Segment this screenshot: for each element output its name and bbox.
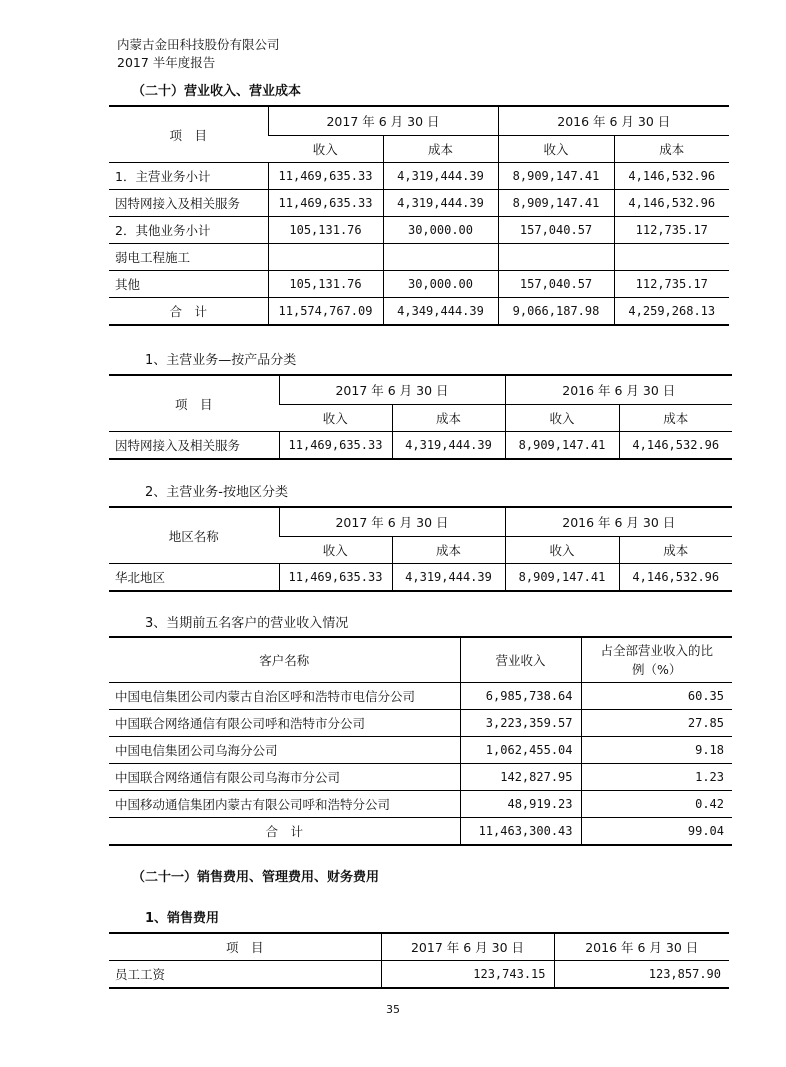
cell-value: 4,146,532.96 xyxy=(614,190,729,217)
cell-value: 8,909,147.41 xyxy=(505,564,619,592)
cell-value: 4,319,444.39 xyxy=(383,163,498,190)
table-row xyxy=(109,791,732,818)
col-header-period-2017: 2017 年 6 月 30 日 xyxy=(268,106,498,136)
row-label: 弱电工程施工 xyxy=(109,244,268,271)
col-header-revenue: 收入 xyxy=(505,405,619,432)
customer-ratio: 27.85 xyxy=(581,710,732,737)
col-header-ratio-line1: 占全部营业收入的比 xyxy=(600,643,713,658)
customer-revenue: 142,827.95 xyxy=(460,764,581,791)
company-name: 内蒙古金田科技股份有限公司 xyxy=(117,37,280,52)
col-header-period-2017: 2017 年 6 月 30 日 xyxy=(381,933,554,961)
row-label: 因特网接入及相关服务 xyxy=(109,432,279,460)
cell-value: 4,319,444.39 xyxy=(383,190,498,217)
by-region-table xyxy=(109,506,732,592)
col-header-period-2016: 2016 年 6 月 30 日 xyxy=(498,106,729,136)
cell-value: 157,040.57 xyxy=(498,217,614,244)
table-row xyxy=(109,961,729,989)
col-header-revenue: 收入 xyxy=(279,405,392,432)
cell-value xyxy=(498,244,614,271)
col-header-cost: 成本 xyxy=(392,537,505,564)
top-customers-table xyxy=(109,636,732,846)
table-row xyxy=(109,271,729,298)
subsection-title-selling-expenses: 1、销售费用 xyxy=(145,911,220,926)
col-header-period-2017: 2017 年 6 月 30 日 xyxy=(279,375,505,405)
cell-value: 30,000.00 xyxy=(383,271,498,298)
cell-value: 8,909,147.41 xyxy=(498,163,614,190)
row-label: 1．主营业务小计 xyxy=(109,163,268,190)
cell-value: 105,131.76 xyxy=(268,217,383,244)
cell-value: 112,735.17 xyxy=(614,271,729,298)
table-row xyxy=(109,764,732,791)
revenue-cost-table xyxy=(109,105,729,326)
page-number: 35 xyxy=(386,1003,400,1016)
cell-value: 123,857.90 xyxy=(554,961,729,989)
cell-value: 4,319,444.39 xyxy=(392,564,505,592)
cell-value: 8,909,147.41 xyxy=(498,190,614,217)
col-header-item: 项 目 xyxy=(174,396,213,412)
cell-value: 11,574,767.09 xyxy=(268,298,383,326)
col-header-revenue: 收入 xyxy=(279,537,392,564)
col-header-revenue: 收入 xyxy=(498,136,614,163)
col-header-period-2017: 2017 年 6 月 30 日 xyxy=(279,507,505,537)
cell-value: 11,469,635.33 xyxy=(279,432,392,460)
row-label: 2．其他业务小计 xyxy=(109,217,268,244)
cell-value: 4,146,532.96 xyxy=(619,432,732,460)
col-header-revenue: 收入 xyxy=(505,537,619,564)
cell-value xyxy=(614,244,729,271)
col-header-ratio xyxy=(581,637,732,683)
table-row xyxy=(109,737,732,764)
col-header-item: 项 目 xyxy=(169,127,207,143)
cell-value: 112,735.17 xyxy=(614,217,729,244)
section-title-expenses: （二十一）销售费用、管理费用、财务费用 xyxy=(132,870,380,885)
customer-name: 中国电信集团公司乌海分公司 xyxy=(109,737,460,764)
customer-ratio: 60.35 xyxy=(581,683,732,710)
col-header-cost: 成本 xyxy=(392,405,505,432)
cell-value: 4,259,268.13 xyxy=(614,298,729,326)
customer-name: 中国移动通信集团内蒙古有限公司呼和浩特分公司 xyxy=(109,791,460,818)
col-header-cost: 成本 xyxy=(619,405,732,432)
col-header-region: 地区名称 xyxy=(168,528,219,544)
customer-ratio: 99.04 xyxy=(581,818,732,846)
col-header-customer: 客户名称 xyxy=(259,653,310,668)
cell-value: 30,000.00 xyxy=(383,217,498,244)
cell-value: 123,743.15 xyxy=(381,961,554,989)
cell-value: 11,469,635.33 xyxy=(268,163,383,190)
row-label: 员工工资 xyxy=(109,961,381,989)
total-row xyxy=(109,298,729,326)
col-header-item: 项 目 xyxy=(225,940,264,955)
col-header-cost: 成本 xyxy=(383,136,498,163)
row-label: 因特网接入及相关服务 xyxy=(109,190,268,217)
customer-revenue: 11,463,300.43 xyxy=(460,818,581,846)
table-row xyxy=(109,564,732,592)
col-header-period-2016: 2016 年 6 月 30 日 xyxy=(505,375,732,405)
customer-name: 中国电信集团公司内蒙古自治区呼和浩特市电信分公司 xyxy=(109,683,460,710)
table-row xyxy=(109,683,732,710)
cell-value: 4,319,444.39 xyxy=(392,432,505,460)
row-label: 华北地区 xyxy=(109,564,279,592)
customer-ratio: 1.23 xyxy=(581,764,732,791)
customer-revenue: 6,985,738.64 xyxy=(460,683,581,710)
row-label: 其他 xyxy=(109,271,268,298)
cell-value xyxy=(383,244,498,271)
cell-value: 11,469,635.33 xyxy=(279,564,392,592)
customer-ratio: 0.42 xyxy=(581,791,732,818)
cell-value: 4,349,444.39 xyxy=(383,298,498,326)
customer-name: 中国联合网络通信有限公司呼和浩特市分公司 xyxy=(109,710,460,737)
subsection-title-by-product: 1、主营业务—按产品分类 xyxy=(145,353,297,368)
cell-value xyxy=(268,244,383,271)
table-row xyxy=(109,163,729,190)
subsection-title-top-customers: 3、当期前五名客户的营业收入情况 xyxy=(145,616,349,631)
col-header-period-2016: 2016 年 6 月 30 日 xyxy=(505,507,732,537)
row-label: 合 计 xyxy=(109,298,268,326)
customer-revenue: 48,919.23 xyxy=(460,791,581,818)
subsection-title-by-region: 2、主营业务-按地区分类 xyxy=(145,485,288,500)
by-product-table xyxy=(109,374,732,460)
total-row xyxy=(109,818,732,846)
col-header-ratio-line2: 例（%） xyxy=(632,662,682,677)
report-title: 2017 半年度报告 xyxy=(117,55,216,70)
col-header-revenue: 收入 xyxy=(268,136,383,163)
customer-revenue: 1,062,455.04 xyxy=(460,737,581,764)
cell-value: 105,131.76 xyxy=(268,271,383,298)
customer-name: 中国联合网络通信有限公司乌海市分公司 xyxy=(109,764,460,791)
customer-ratio: 9.18 xyxy=(581,737,732,764)
cell-value: 4,146,532.96 xyxy=(619,564,732,592)
table-row xyxy=(109,710,732,737)
col-header-cost: 成本 xyxy=(619,537,732,564)
col-header-revenue: 营业收入 xyxy=(460,637,581,683)
cell-value: 4,146,532.96 xyxy=(614,163,729,190)
col-header-period-2016: 2016 年 6 月 30 日 xyxy=(554,933,729,961)
table-row xyxy=(109,190,729,217)
table-row xyxy=(109,432,732,460)
table-row xyxy=(109,244,729,271)
cell-value: 9,066,187.98 xyxy=(498,298,614,326)
cell-value: 8,909,147.41 xyxy=(505,432,619,460)
col-header-cost: 成本 xyxy=(614,136,729,163)
table-row xyxy=(109,217,729,244)
selling-expenses-table xyxy=(109,932,729,989)
cell-value: 157,040.57 xyxy=(498,271,614,298)
cell-value: 11,469,635.33 xyxy=(268,190,383,217)
customer-revenue: 3,223,359.57 xyxy=(460,710,581,737)
row-label: 合 计 xyxy=(109,818,460,846)
section-title-revenue-cost: （二十）营业收入、营业成本 xyxy=(132,84,302,99)
